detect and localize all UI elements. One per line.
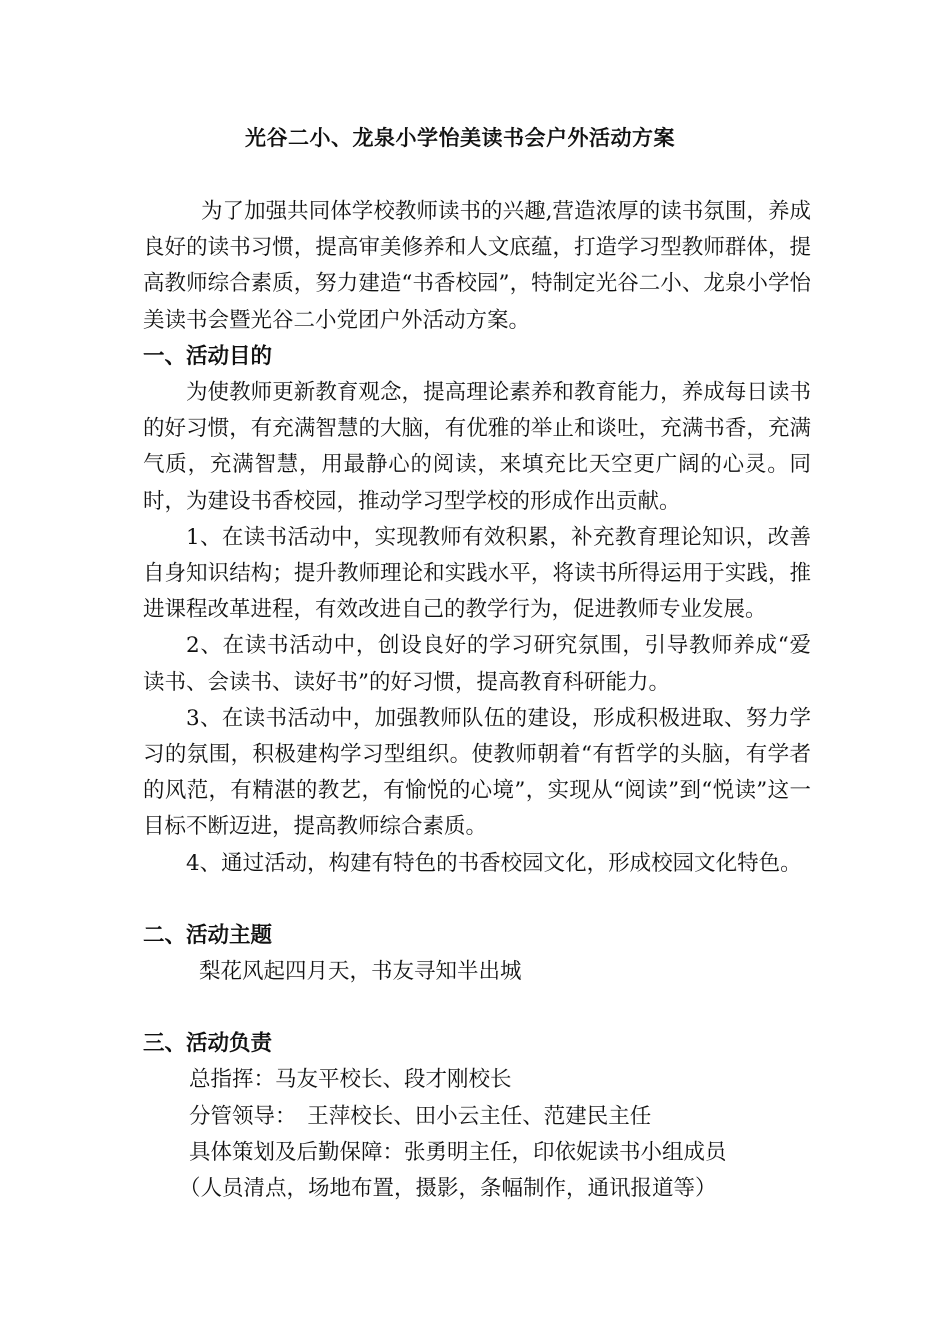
responsibility-line-2: 分管领导： 王萍校长、田小云主任、范建民主任 (189, 1103, 652, 1129)
theme-text: 梨花风起四月天，书友寻知半出城 (199, 959, 522, 985)
responsibility-line-3: 具体策划及后勤保障：张勇明主任，印依妮读书小组成员 (189, 1139, 727, 1165)
purpose-paragraph: 为使教师更新教育观念，提高理论素养和教育能力，养成每日读书的好习惯，有充满智慧的大脑，有优雅的举止和谈吐，充满书香，充满气质，充满智慧，用最静心的阅读，来填充比天空更广阔的心灵。同时，为建设书香校园，推动学习型学校的形成作出贡献。 (143, 380, 811, 514)
section-heading-responsibility: 三、活动负责 (143, 1031, 273, 1057)
purpose-item-1: 1、在读书活动中，实现教师有效积累，补充教育理论知识，改善自身知识结构；提升教师理论和实践水平，将读书所得运用于实践，推进课程改革进程，有效改进自己的教学行为，促进教师专业发展。 (143, 524, 811, 623)
intro-paragraph: 为了加强共同体学校教师读书的兴趣,营造浓厚的读书氛围，养成良好的读书习惯，提高审美修养和人文底蕴，打造学习型教师群体，提高教师综合素质，努力建造“书香校园”，特制定光谷二小、龙泉小学怡美读书会暨光谷二小党团户外活动方案。 (143, 199, 811, 333)
responsibility-line-1: 总指挥：马友平校长、段才刚校长 (189, 1067, 512, 1093)
spacer (143, 990, 811, 1026)
document-body (143, 194, 811, 1207)
purpose-item-3: 3、在读书活动中，加强教师队伍的建设，形成积极进取、努力学习的氛围，积极建构学习型组织。使教师朝着“有哲学的头脑，有学者的风范，有精湛的教艺，有愉悦的心境”，实现从“阅读”到“悦读”这一目标不断迈进，提高教师综合素质。 (143, 705, 811, 840)
document-title: 光谷二小、龙泉小学怡美读书会户外活动方案 (245, 125, 675, 150)
responsibility-note: （人员清点，场地布置，摄影，条幅制作，通讯报道等） (179, 1176, 717, 1202)
section-heading-purpose: 一、活动目的 (143, 343, 273, 369)
section-heading-theme: 二、活动主题 (143, 922, 273, 948)
purpose-item-4: 4、通过活动，构建有特色的书香校园文化，形成校园文化特色。 (186, 850, 802, 876)
purpose-item-2: 2、在读书活动中，创设良好的学习研究氛围，引导教师养成“爱读书、会读书、读好书”的好习惯，提高教育科研能力。 (143, 633, 811, 695)
spacer (143, 882, 811, 918)
